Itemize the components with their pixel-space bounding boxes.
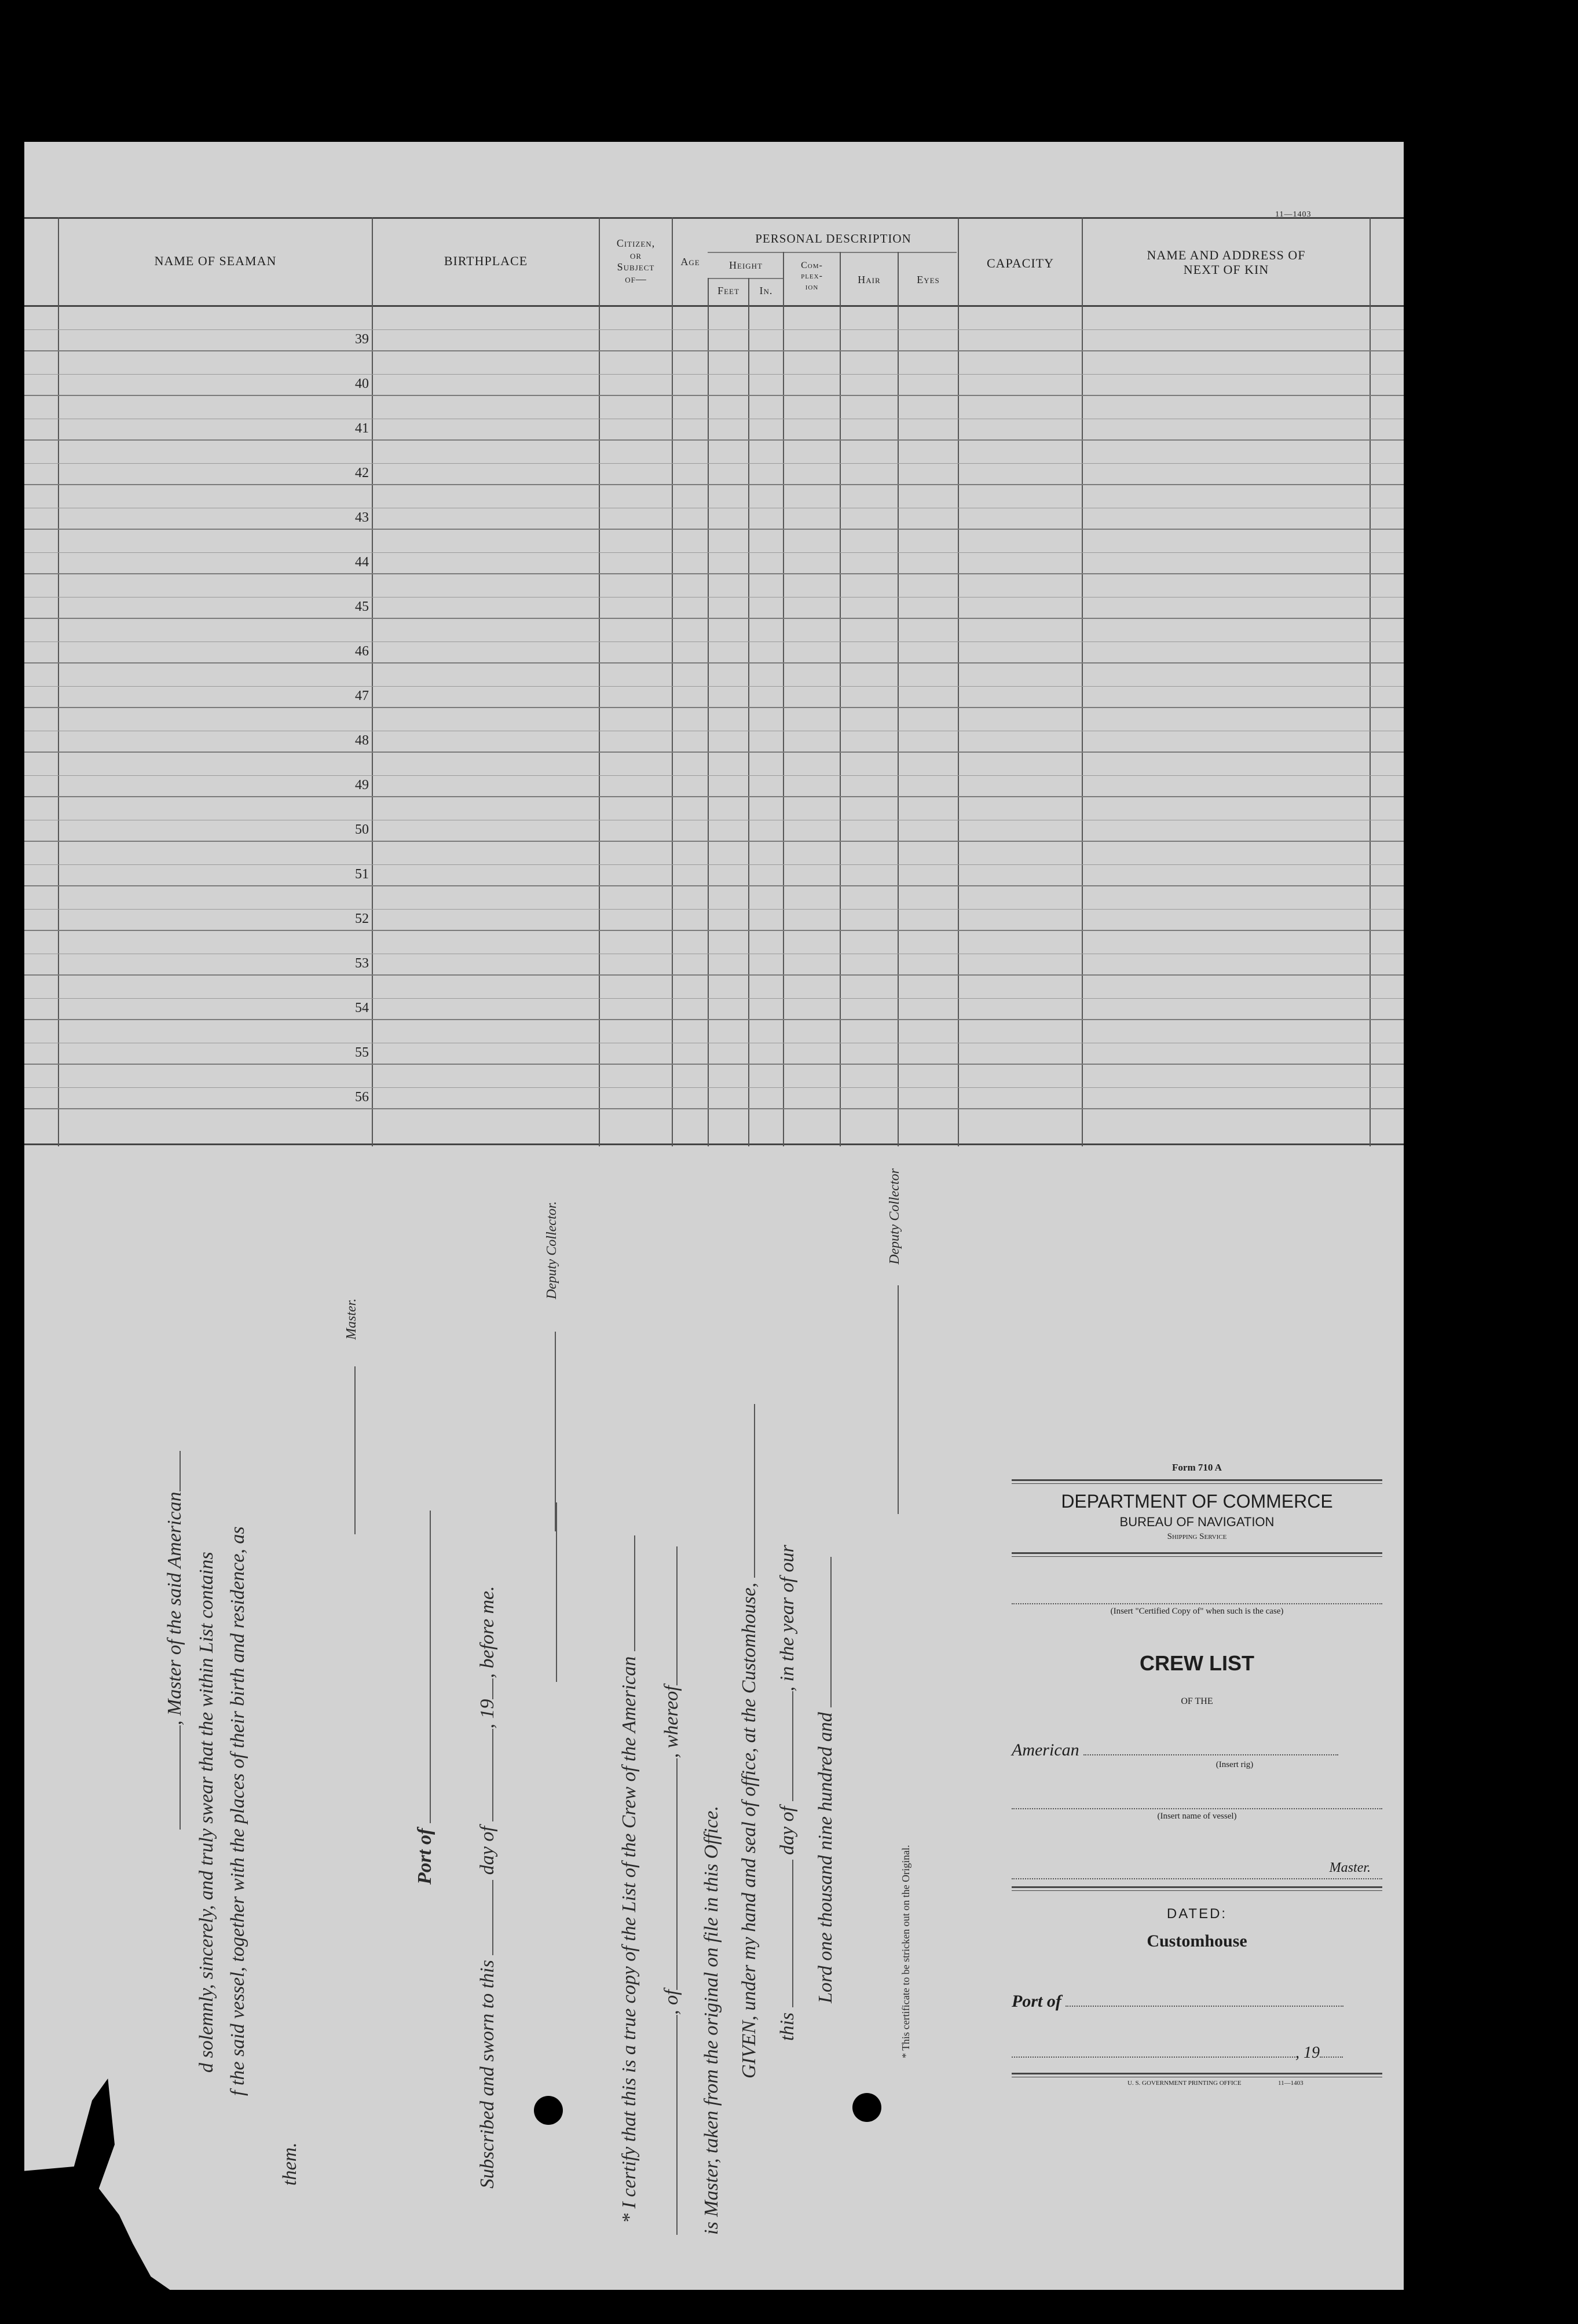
oath-line-4 xyxy=(279,2142,301,2186)
table-row xyxy=(24,797,1404,842)
header-complexion xyxy=(784,261,840,292)
row-number: 46 xyxy=(355,644,369,659)
deputy-collector-2 xyxy=(881,1168,903,1514)
header-eyes: Eyes xyxy=(917,274,940,285)
header-citizen-line: Citizen, xyxy=(616,237,656,249)
footnote-text: * This certificate to be stricken out on the Original. xyxy=(900,1845,911,2058)
certificate-text: * I certify that this is a true copy of the List of the Crew of the American xyxy=(618,1656,640,2223)
year-text: , 19 xyxy=(477,1699,498,1729)
table-top-rule xyxy=(24,217,1404,219)
table-row xyxy=(24,574,1404,619)
day-blank xyxy=(476,1729,493,1821)
oath-line-2 xyxy=(196,1552,218,2073)
row-number: 39 xyxy=(355,332,369,347)
row-number: 42 xyxy=(355,465,369,481)
code: 11—1403 xyxy=(1278,2080,1304,2087)
american-label: American xyxy=(1012,1740,1079,1760)
subscribed-blank xyxy=(476,1880,493,1955)
row-rule xyxy=(24,1108,1404,1109)
row-number: 52 xyxy=(355,911,369,926)
table-row xyxy=(24,976,1404,1020)
master-blank xyxy=(338,1366,356,1534)
header-complexion-line: Com- xyxy=(801,261,823,270)
rule xyxy=(1012,1886,1382,1891)
port-blank xyxy=(1066,2006,1343,2007)
header-kin-line: NAME AND ADDRESS OF xyxy=(1147,248,1306,262)
table-row xyxy=(24,886,1404,931)
crew-table xyxy=(24,142,1404,1146)
certificate-blank xyxy=(776,1691,793,1801)
deputy-label: Deputy Collector. xyxy=(544,1201,559,1299)
date-blank xyxy=(1012,2057,1295,2058)
table-bottom-rule xyxy=(24,1143,1404,1145)
row-number: 53 xyxy=(355,956,369,971)
certificate-line-4 xyxy=(738,1404,760,2079)
deputy-blank xyxy=(539,1332,556,1531)
header-personal-description: PERSONAL DESCRIPTION xyxy=(755,232,911,245)
header-complexion-line: plex- xyxy=(801,271,823,281)
row-mid-rule xyxy=(24,998,1404,999)
table-row xyxy=(24,441,1404,485)
oath-text: them. xyxy=(279,2142,301,2186)
header-inches: In. xyxy=(759,285,773,296)
header-age: Age xyxy=(680,256,700,267)
header-citizen xyxy=(600,237,672,285)
table-row xyxy=(24,485,1404,530)
header-height: Height xyxy=(729,259,763,271)
insert-rig: (Insert rig) xyxy=(1215,1760,1254,1769)
certificate-blank xyxy=(660,1546,678,1685)
deputy-label: Deputy Collector xyxy=(887,1168,902,1264)
row-number: 44 xyxy=(355,555,369,570)
header-citizen-line: Subject xyxy=(617,261,655,273)
table-row xyxy=(24,1020,1404,1065)
service: Shipping Service xyxy=(1167,1532,1227,1541)
certificate-blank xyxy=(814,1557,832,1707)
table-row xyxy=(24,753,1404,797)
port-of-line xyxy=(413,1511,436,1885)
header-kin-line: NEXT OF KIN xyxy=(1183,262,1269,277)
certificate-year: , in the year of our xyxy=(777,1545,798,1692)
date-line xyxy=(1012,2044,1382,2062)
certificate-blank xyxy=(618,1535,635,1651)
certificate-this: this xyxy=(777,2012,798,2041)
height-rule xyxy=(708,278,783,279)
table-row xyxy=(24,351,1404,396)
crew-list-page xyxy=(24,142,1404,2290)
row-mid-rule xyxy=(24,775,1404,776)
row-mid-rule xyxy=(24,463,1404,464)
certificate-line-1 xyxy=(618,1535,640,2223)
rule xyxy=(1012,1479,1382,1484)
certificate-blank xyxy=(660,2015,678,2235)
day-of-text: day of xyxy=(477,1826,498,1875)
table-row xyxy=(24,931,1404,976)
table-row xyxy=(24,307,1404,351)
form-code: 11—1403 xyxy=(1275,210,1312,219)
subscribed-line xyxy=(476,1586,499,2189)
row-mid-rule xyxy=(24,686,1404,687)
punch-hole xyxy=(852,2093,881,2122)
title: CREW LIST xyxy=(1140,1651,1254,1675)
printer-line xyxy=(1012,2080,1382,2089)
year-blank xyxy=(476,1678,493,1699)
certificate-text: Lord one thousand nine hundred and xyxy=(815,1712,836,2003)
table-row xyxy=(24,708,1404,753)
table-row xyxy=(24,842,1404,886)
deputy-blank xyxy=(881,1285,899,1514)
customhouse: Customhouse xyxy=(1147,1931,1247,1951)
certificate-line-6 xyxy=(814,1557,837,2003)
master-line xyxy=(1012,1860,1382,1879)
insert-vessel: (Insert name of vessel) xyxy=(1157,1812,1237,1821)
row-number: 40 xyxy=(355,376,369,391)
certificate-of: , of xyxy=(661,1989,682,2015)
port-of-label: Port of xyxy=(1012,1992,1061,2011)
table-row xyxy=(24,619,1404,664)
certificate-text: is Master, taken from the original on file in this Office. xyxy=(701,1805,722,2235)
cover-panel xyxy=(1012,1462,1382,2089)
row-mid-rule xyxy=(24,329,1404,330)
row-number: 49 xyxy=(355,778,369,793)
vessel-line xyxy=(1012,1808,1382,1809)
rig-blank xyxy=(1083,1754,1338,1755)
row-number: 51 xyxy=(355,867,369,882)
oath-text: , Master of the said American xyxy=(164,1491,185,1725)
certificate-blank xyxy=(660,1758,678,1990)
table-row xyxy=(24,530,1404,574)
row-mid-rule xyxy=(24,597,1404,598)
of-the: OF THE xyxy=(1181,1696,1213,1706)
year-label: , 19 xyxy=(1295,2044,1320,2062)
row-mid-rule xyxy=(24,909,1404,910)
oath-line-3 xyxy=(227,1526,249,2096)
certificate-footnote xyxy=(900,1845,912,2058)
certificate-line-5 xyxy=(776,1545,799,2041)
port-of-label: Port of xyxy=(414,1828,435,1885)
row-number: 54 xyxy=(355,1000,369,1016)
oath-text: d solemnly, sincerely, and truly swear that the within List contains xyxy=(196,1552,217,2073)
row-number: 50 xyxy=(355,822,369,837)
header-citizen-line: of— xyxy=(625,273,647,285)
port-blank xyxy=(413,1511,431,1823)
header-next-of-kin xyxy=(1083,248,1370,277)
row-number: 48 xyxy=(355,733,369,748)
bureau: BUREAU OF NAVIGATION xyxy=(1119,1515,1275,1529)
department: DEPARTMENT OF COMMERCE xyxy=(1061,1491,1333,1512)
row-number: 55 xyxy=(355,1045,369,1060)
certificate-blank xyxy=(776,1860,793,2007)
row-mid-rule xyxy=(24,1087,1404,1088)
rule xyxy=(1012,2073,1382,2077)
form-number: Form 710 A xyxy=(1172,1462,1222,1473)
master-label: Master. xyxy=(1329,1860,1371,1875)
port-of-line xyxy=(1012,1992,1382,2011)
insert-note: (Insert "Certified Copy of" when such is the case) xyxy=(1110,1607,1284,1616)
certificate-line-2 xyxy=(660,1546,683,2235)
header-capacity: CAPACITY xyxy=(987,256,1054,270)
header-complexion-line: ion xyxy=(805,281,819,292)
personal-desc-rule xyxy=(708,252,957,253)
header-birthplace: BIRTHPLACE xyxy=(444,254,528,268)
oath-blank xyxy=(163,1451,181,1491)
row-number: 43 xyxy=(355,510,369,525)
row-mid-rule xyxy=(24,552,1404,553)
header-citizen-line: or xyxy=(629,249,642,261)
header-hair: Hair xyxy=(858,274,881,285)
certificate-line-3 xyxy=(701,1806,723,2235)
table-row xyxy=(24,396,1404,441)
oath-line-1 xyxy=(163,1451,186,1830)
row-number: 41 xyxy=(355,421,369,436)
row-mid-rule xyxy=(24,864,1404,865)
deputy-collector-1 xyxy=(539,1201,560,1531)
subscribed-text: Subscribed and sworn to this xyxy=(477,1960,498,2189)
certificate-blank xyxy=(738,1404,755,1578)
oath-text: f the said vessel, together with the places of their birth and residence, as xyxy=(227,1526,248,2096)
master-signature-line xyxy=(338,1299,360,1534)
separator-rule xyxy=(556,1502,557,1682)
table-row xyxy=(24,664,1404,708)
printer: U. S. GOVERNMENT PRINTING OFFICE xyxy=(1127,2080,1242,2087)
year-blank xyxy=(1320,2057,1343,2058)
row-number: 45 xyxy=(355,599,369,614)
certificate-text: GIVEN, under my hand and seal of office, at the Customhouse, xyxy=(738,1582,760,2079)
rule xyxy=(1012,1552,1382,1557)
certificate-whereof: , whereof xyxy=(661,1685,682,1758)
certificate-day-of: day of xyxy=(777,1806,798,1855)
master-label: Master. xyxy=(344,1298,359,1340)
before-me-text: , before me. xyxy=(477,1586,498,1678)
table-row xyxy=(24,1065,1404,1109)
dated: DATED: xyxy=(1166,1906,1228,1922)
insert-line xyxy=(1012,1603,1382,1604)
header-name-of-seaman: NAME OF SEAMAN xyxy=(154,254,277,268)
row-mid-rule xyxy=(24,374,1404,375)
american-line xyxy=(1012,1740,1382,1760)
oath-blank xyxy=(163,1725,181,1830)
torn-corner xyxy=(24,2079,250,2299)
punch-hole xyxy=(534,2096,563,2125)
header-feet: Feet xyxy=(717,285,739,296)
row-number: 47 xyxy=(355,688,369,703)
row-number: 56 xyxy=(355,1090,369,1105)
